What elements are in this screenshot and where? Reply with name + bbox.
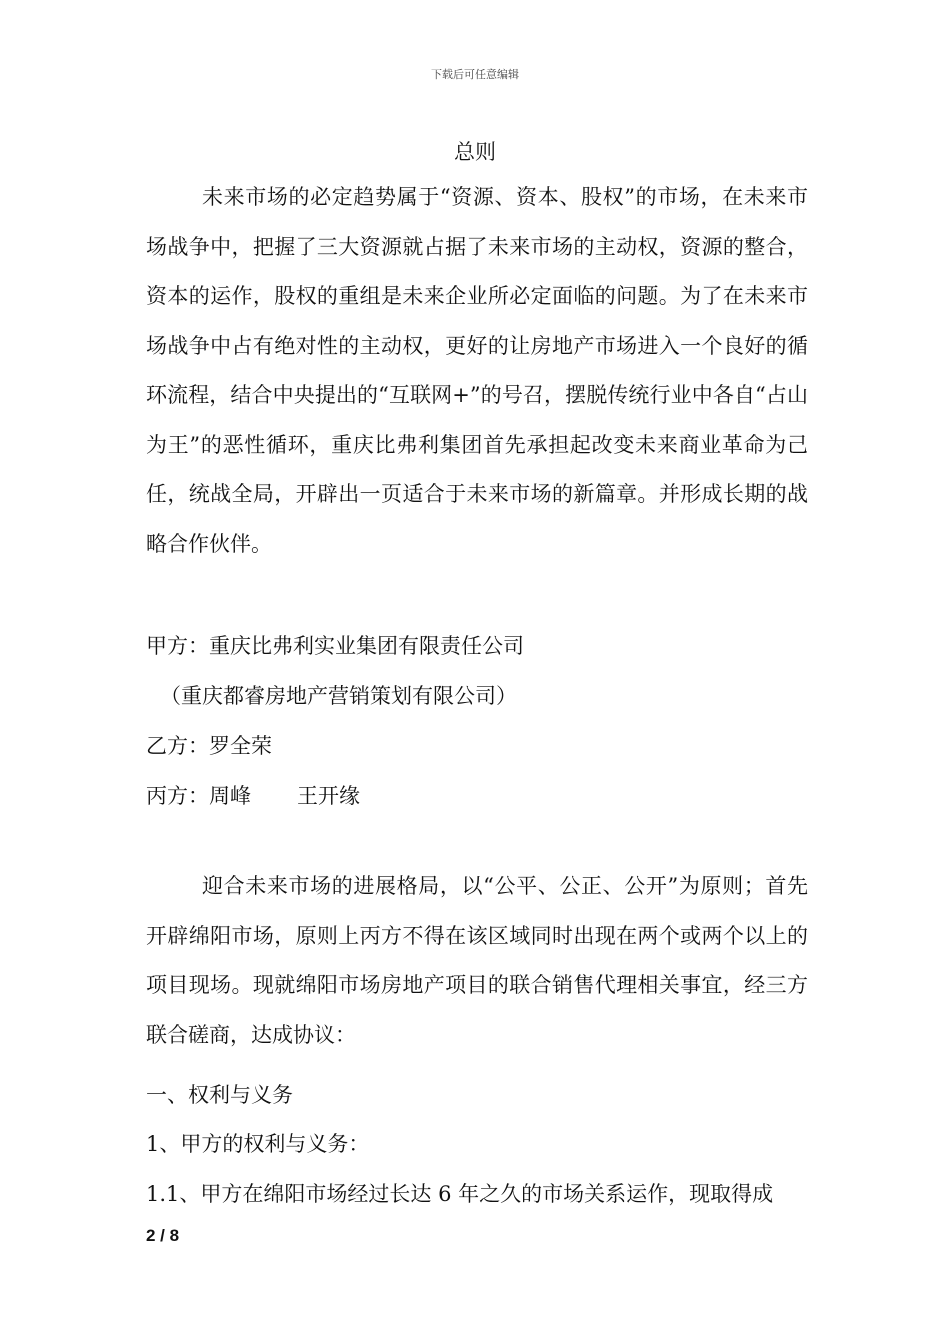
section-heading-1: 一、权利与义务 (146, 1083, 293, 1107)
agreement-paragraph: 迎合未来市场的进展格局，以“公平、公正、公开”为原则；首先开辟绵阳市场，原则上丙方不得在该区域同时出现在两个或两个以上的项目现场。现就绵阳市场房地产项目的联合销售代理相关事宜，经三方联合磋商，达成协议： (146, 874, 808, 1047)
clause-1-1: 1.1、甲方在绵阳市场经过长达 6 年之久的市场关系运作，现取得成 (146, 1182, 774, 1206)
party-c (146, 781, 360, 811)
document-title: 总则 (454, 140, 496, 164)
intro-paragraph: 未来市场的必定趋势属于“资源、资本、股权”的市场，在未来市场战争中，把握了三大资源就占据了未来市场的主动权，资源的整合，资本的运作，股权的重组是未来企业所必定面临的问题。为了在未来市场战争中占有绝对性的主动权，更好的让房地产市场进入一个良好的循环流程，结合中央提出的“互联网+”的号召，摆脱传统行业中各自“占山为王”的恶性循环，重庆比弗利集团首先承担起改变未来商业革命为己任，统战全局，开辟出一页适合于未来市场的新篇章。并形成长期的战略合作伙伴。 (146, 185, 808, 556)
party-c-second: 王开缘 (297, 784, 360, 808)
party-a: 甲方：重庆比弗利实业集团有限责任公司 (146, 634, 524, 658)
subsection-heading-1: 1、甲方的权利与义务： (146, 1132, 370, 1156)
party-a-alias: （重庆都睿房地产营销策划有限公司） (160, 684, 517, 708)
party-b: 乙方：罗全荣 (146, 734, 272, 758)
page-number: 2 / 8 (146, 1226, 180, 1245)
page-header: 下载后可任意编辑 (431, 68, 519, 81)
party-c-first: 丙方：周峰 (146, 784, 251, 808)
